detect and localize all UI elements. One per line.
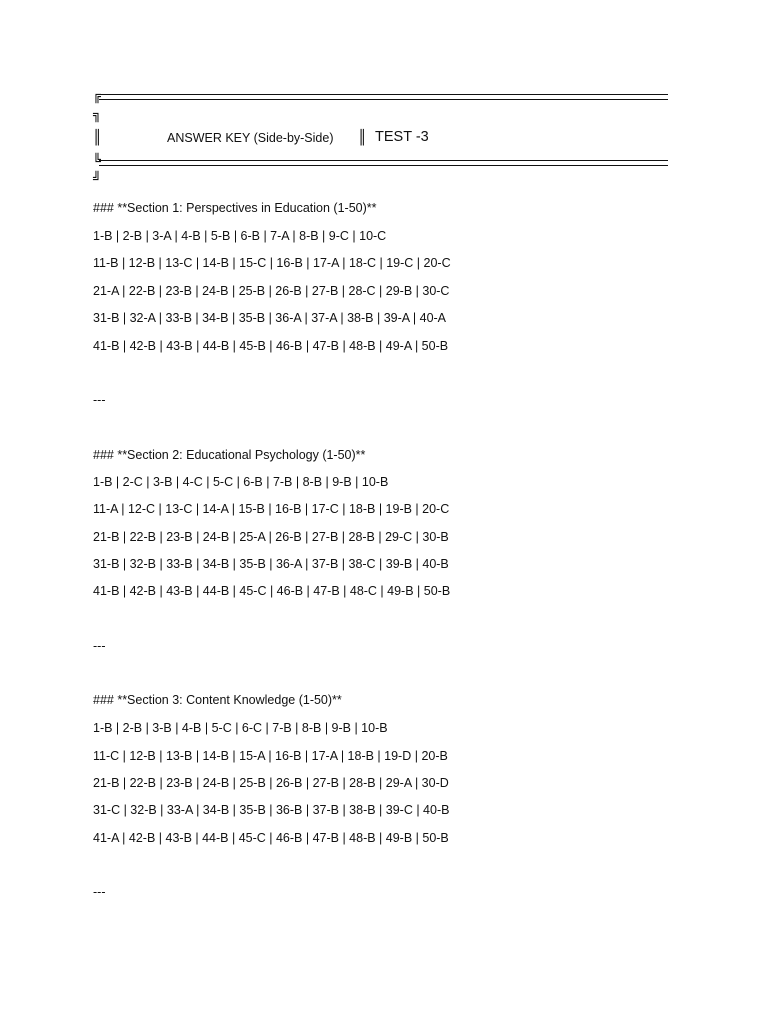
section-3-row-2: 11-C | 12-B | 13-B | 14-B | 15-A | 16-B | 17-A | 18-B | 19-D | 20-B	[93, 749, 448, 763]
section-2-separator: ---	[93, 639, 106, 653]
frame-corner-bottom-right: ╝	[93, 172, 101, 187]
frame-left-bar: ║	[93, 130, 102, 146]
frame-corner-bottom-left: ╚	[93, 154, 101, 169]
section-1-row-4: 31-B | 32-A | 33-B | 34-B | 35-B | 36-A | 37-A | 38-B | 39-A | 40-A	[93, 311, 447, 325]
frame-corner-top-left: ╔	[93, 89, 101, 104]
section-1-row-1: 1-B | 2-B | 3-A | 4-B | 5-B | 6-B | 7-A | 8-B | 9-C | 10-C	[93, 229, 387, 243]
answer-key-title: ANSWER KEY (Side-by-Side)	[167, 131, 334, 145]
section-1-row-2: 11-B | 12-B | 13-C | 14-B | 15-C | 16-B | 17-A | 18-C | 19-C | 20-C	[93, 256, 451, 270]
frame-middle-bar: ║	[358, 130, 367, 146]
section-2-row-2: 11-A | 12-C | 13-C | 14-A | 15-B | 16-B | 17-C | 18-B | 19-B | 20-C	[93, 502, 450, 516]
frame-corner-top-right: ╗	[93, 108, 101, 123]
section-3-row-3: 21-B | 22-B | 23-B | 24-B | 25-B | 26-B | 27-B | 28-B | 29-A | 30-D	[93, 776, 449, 790]
section-1-row-3: 21-A | 22-B | 23-B | 24-B | 25-B | 26-B | 27-B | 28-C | 29-B | 30-C	[93, 284, 450, 298]
section-3-row-5: 41-A | 42-B | 43-B | 44-B | 45-C | 46-B | 47-B | 48-B | 49-B | 50-B	[93, 831, 449, 845]
section-3-row-1: 1-B | 2-B | 3-B | 4-B | 5-C | 6-C | 7-B | 8-B | 9-B | 10-B	[93, 721, 388, 735]
section-1-separator: ---	[93, 393, 106, 407]
section-1-row-5: 41-B | 42-B | 43-B | 44-B | 45-B | 46-B | 47-B | 48-B | 49-A | 50-B	[93, 339, 449, 353]
section-1-heading: ### **Section 1: Perspectives in Education (1-50)**	[93, 201, 377, 215]
section-2-row-1: 1-B | 2-C | 3-B | 4-C | 5-C | 6-B | 7-B | 8-B | 9-B | 10-B	[93, 475, 389, 489]
test-label: TEST -3	[375, 129, 429, 145]
section-3-separator: ---	[93, 885, 106, 899]
frame-top-double-line	[99, 94, 668, 100]
section-3-heading: ### **Section 3: Content Knowledge (1-50)**	[93, 693, 342, 707]
answer-key-header-box	[93, 90, 668, 186]
section-2-row-4: 31-B | 32-B | 33-B | 34-B | 35-B | 36-A | 37-B | 38-C | 39-B | 40-B	[93, 557, 449, 571]
frame-bottom-double-line	[99, 160, 668, 166]
section-3-row-4: 31-C | 32-B | 33-A | 34-B | 35-B | 36-B | 37-B | 38-B | 39-C | 40-B	[93, 803, 450, 817]
section-2-row-5: 41-B | 42-B | 43-B | 44-B | 45-C | 46-B | 47-B | 48-C | 49-B | 50-B	[93, 584, 451, 598]
section-2-heading: ### **Section 2: Educational Psychology (1-50)**	[93, 448, 366, 462]
section-2-row-3: 21-B | 22-B | 23-B | 24-B | 25-A | 26-B | 27-B | 28-B | 29-C | 30-B	[93, 530, 449, 544]
